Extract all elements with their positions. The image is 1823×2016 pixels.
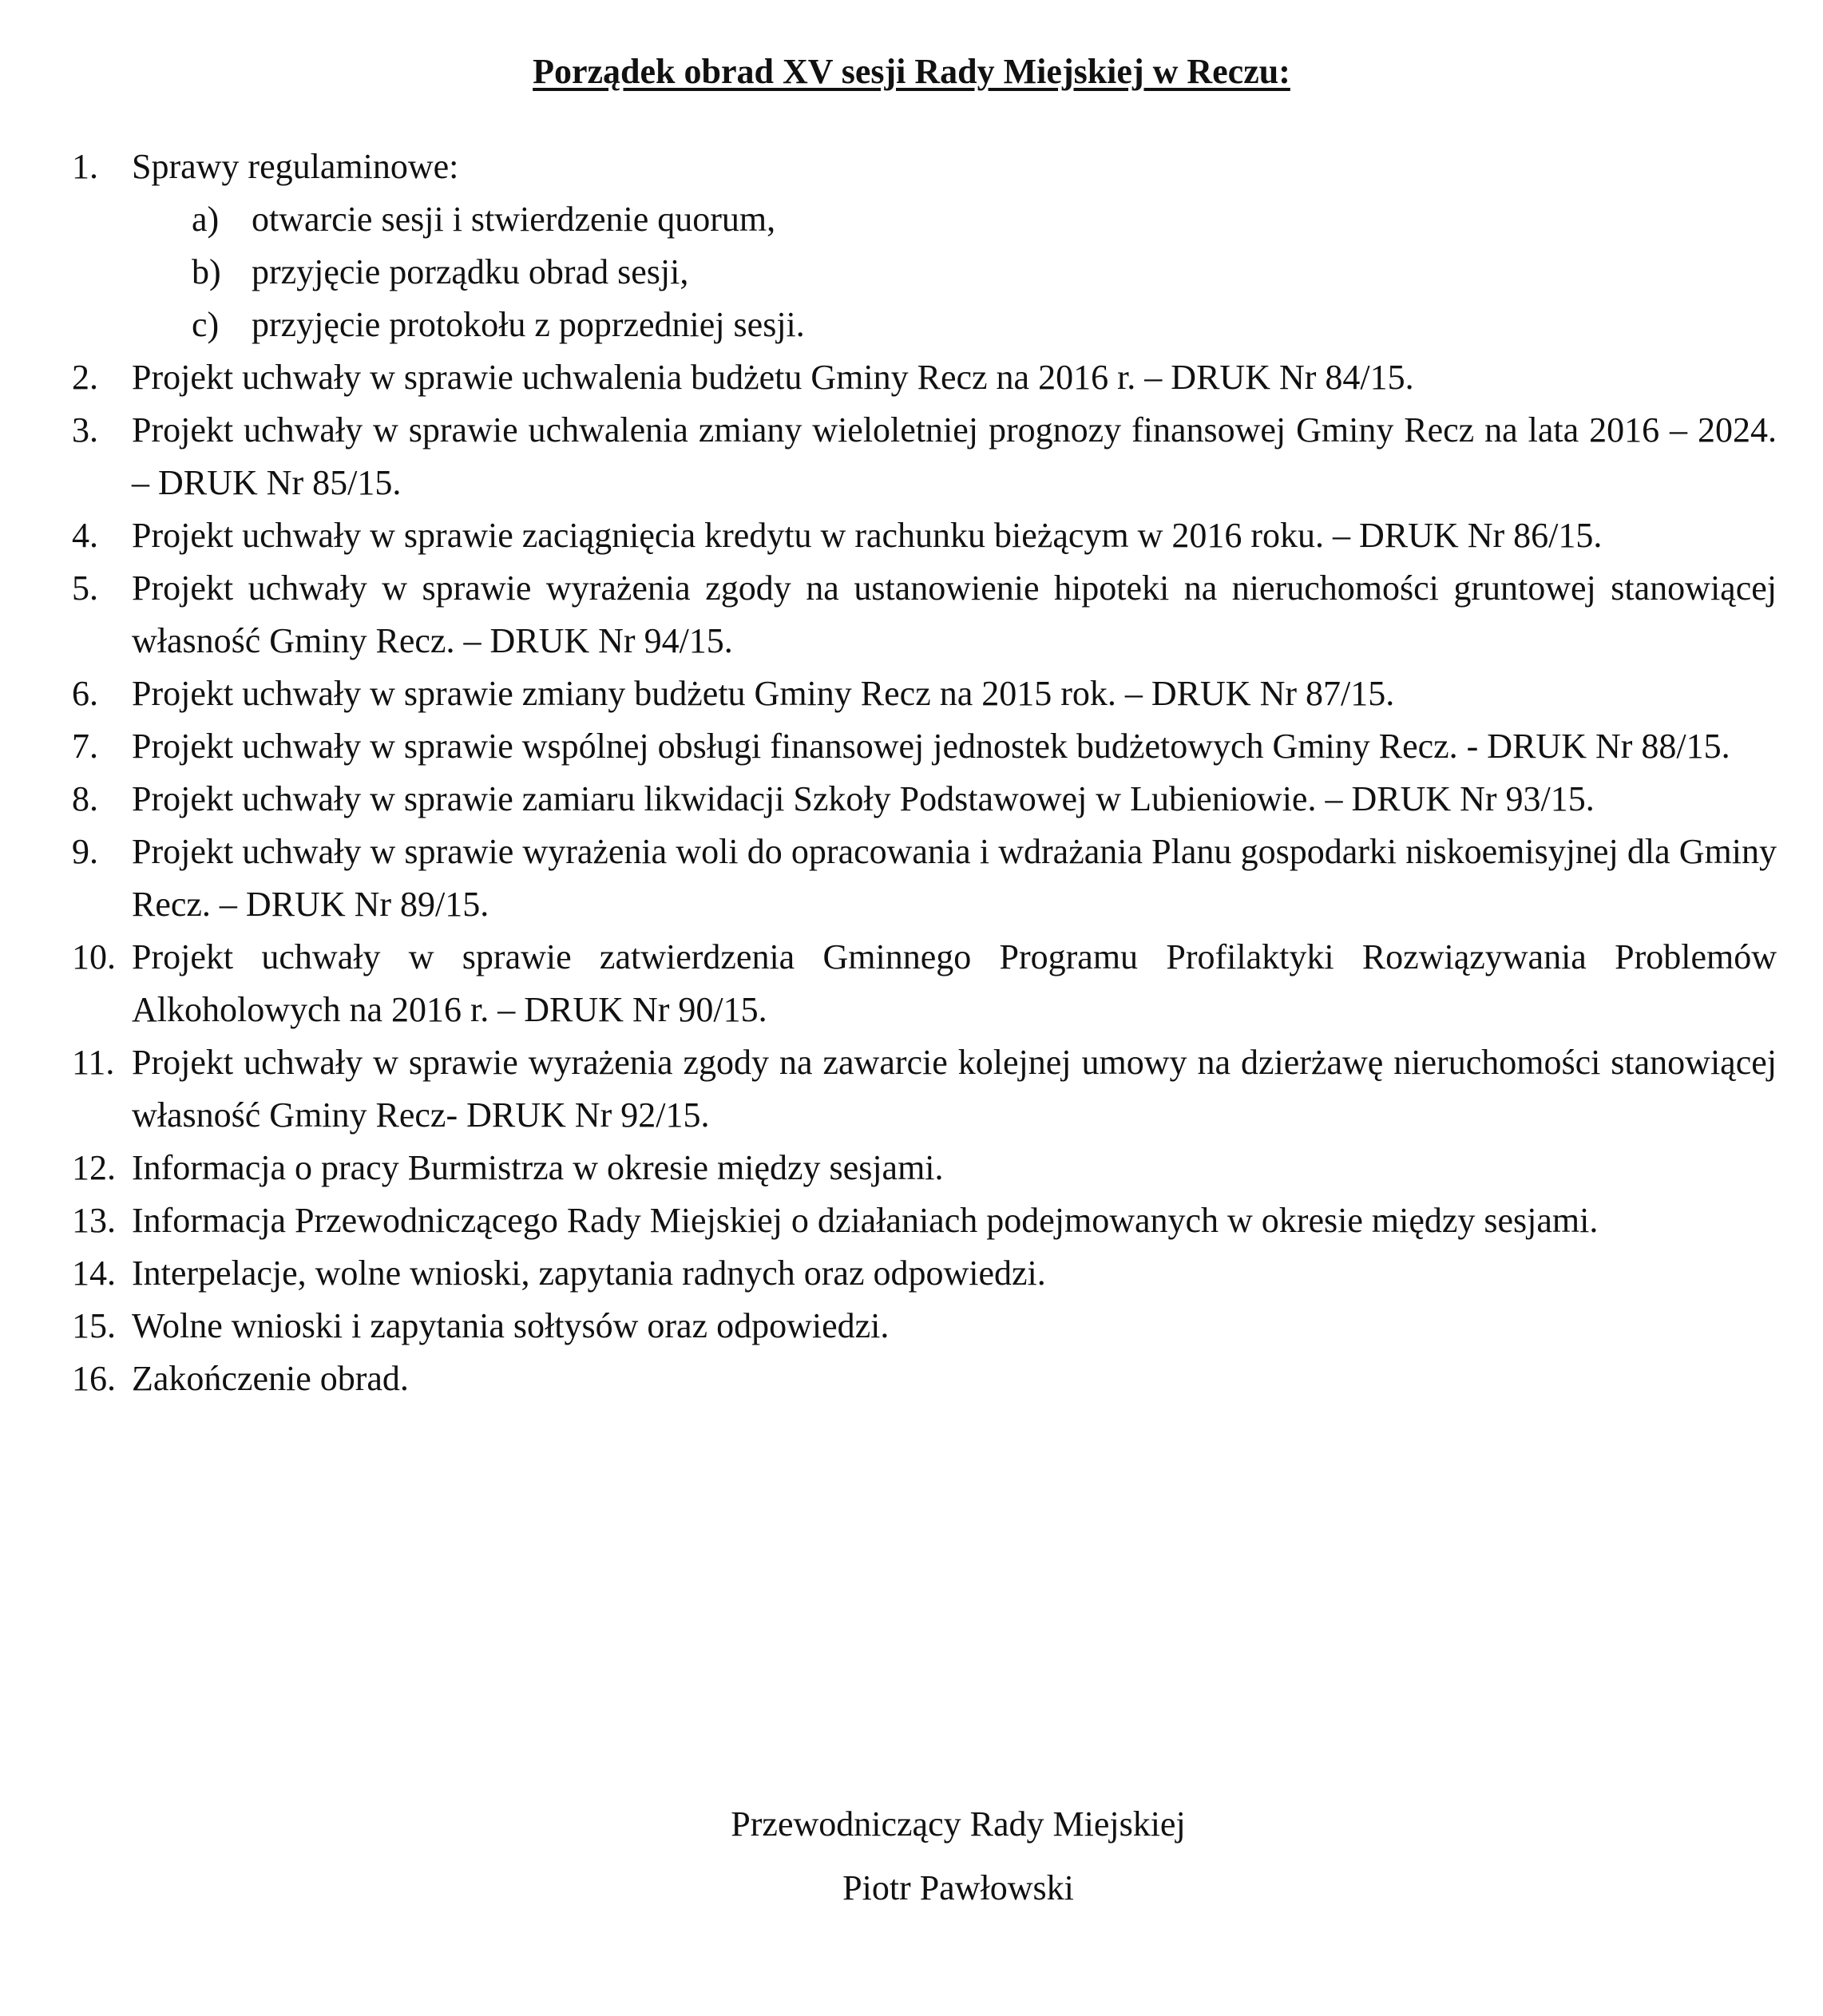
signature-block [719, 1792, 1198, 1920]
agenda-item-text: Projekt uchwały w sprawie zmiany budżetu Gminy Recz na 2015 rok. – DRUK Nr 87/15. [132, 674, 1395, 713]
agenda-item-3 [72, 404, 1777, 509]
subitem-letter: c) [192, 305, 220, 344]
signature-name: Piotr Pawłowski [842, 1868, 1074, 1907]
agenda-subitem-a [192, 193, 1777, 246]
agenda-item-number: 16. [72, 1359, 116, 1398]
agenda-item-14 [72, 1247, 1777, 1300]
subitem-letter: a) [192, 200, 220, 239]
agenda-item-number: 1. [72, 147, 98, 186]
agenda-item-text: Wolne wnioski i zapytania sołtysów oraz odpowiedzi. [132, 1306, 890, 1345]
document-title: Porządek obrad XV sesji Rady Miejskiej w Reczu: [533, 52, 1290, 91]
agenda-item-number: 11. [72, 1043, 115, 1082]
agenda-item-text: Informacja o pracy Burmistrza w okresie między sesjami. [132, 1148, 944, 1187]
agenda-item-12 [72, 1142, 1777, 1194]
agenda-subitem-c [192, 299, 1777, 351]
subitem-letter: b) [192, 252, 221, 291]
agenda-item-2 [72, 351, 1777, 404]
agenda-item-number: 5. [72, 568, 98, 608]
agenda-item-text: Projekt uchwały w sprawie wyrażenia zgody na ustanowienie hipoteki na nieruchomości gruntowej stanowiącej własność Gminy Recz. – DRUK Nr 94/15. [132, 568, 1777, 660]
signature-role: Przewodniczący Rady Miejskiej [731, 1804, 1186, 1844]
agenda-item-text: Projekt uchwały w sprawie wyrażenia woli do opracowania i wdrażania Planu gospodarki niskoemisyjnej dla Gminy Recz. – DRUK Nr 89/15. [132, 832, 1777, 924]
agenda-item-text: Projekt uchwały w sprawie zaciągnięcia kredytu w rachunku bieżącym w 2016 roku. – DRUK Nr 86/15. [132, 516, 1603, 555]
agenda-item-5 [72, 562, 1777, 667]
agenda-item-text: Projekt uchwały w sprawie uchwalenia budżetu Gminy Recz na 2016 r. – DRUK Nr 84/15. [132, 358, 1414, 397]
agenda-item-text: Projekt uchwały w sprawie wspólnej obsługi finansowej jednostek budżetowych Gminy Recz. - DRUK Nr 88/15. [132, 727, 1730, 766]
agenda-item-number: 9. [72, 832, 98, 871]
subitem-text: przyjęcie porządku obrad sesji, [252, 252, 689, 291]
agenda-item-10 [72, 931, 1777, 1036]
agenda-item-number: 4. [72, 516, 98, 555]
agenda-item-text: Sprawy regulaminowe: [132, 147, 459, 186]
agenda-item-6 [72, 667, 1777, 720]
agenda-item-13 [72, 1194, 1777, 1247]
agenda-item-4 [72, 509, 1777, 562]
agenda-item-number: 8. [72, 779, 98, 818]
agenda-item-number: 10. [72, 937, 116, 976]
agenda-item-1 [72, 141, 1777, 351]
agenda-item-text: Zakończenie obrad. [132, 1359, 409, 1398]
agenda-item-text: Projekt uchwały w sprawie zatwierdzenia Gminnego Programu Profilaktyki Rozwiązywania Problemów Alkoholowych na 2016 r. – DRUK Nr 90/15. [132, 937, 1777, 1029]
subitem-text: otwarcie sesji i stwierdzenie quorum, [252, 200, 776, 239]
agenda-item-number: 6. [72, 674, 98, 713]
agenda-item-number: 3. [72, 410, 98, 450]
agenda-item-9 [72, 826, 1777, 931]
agenda-item-text: Interpelacje, wolne wnioski, zapytania radnych oraz odpowiedzi. [132, 1254, 1046, 1293]
agenda-item-number: 7. [72, 727, 98, 766]
agenda-item-8 [72, 773, 1777, 826]
agenda-item-number: 2. [72, 358, 98, 397]
agenda-list [72, 141, 1777, 1405]
agenda-item-number: 15. [72, 1306, 116, 1345]
agenda-item-15 [72, 1300, 1777, 1353]
agenda-item-11 [72, 1036, 1777, 1142]
agenda-item-text: Projekt uchwały w sprawie zamiaru likwidacji Szkoły Podstawowej w Lubieniowie. – DRUK Nr 93/15. [132, 779, 1595, 818]
agenda-item-number: 14. [72, 1254, 116, 1293]
agenda-subitem-b [192, 246, 1777, 299]
agenda-item-7 [72, 720, 1777, 773]
agenda-item-16 [72, 1353, 1777, 1405]
agenda-sublist [132, 193, 1777, 351]
agenda-item-text: Projekt uchwały w sprawie wyrażenia zgody na zawarcie kolejnej umowy na dzierżawę nieruchomości stanowiącej własność Gminy Recz- DRUK Nr 92/15. [132, 1043, 1777, 1135]
subitem-text: przyjęcie protokołu z poprzedniej sesji. [252, 305, 805, 344]
agenda-item-number: 13. [72, 1201, 116, 1240]
agenda-item-text: Informacja Przewodniczącego Rady Miejskiej o działaniach podejmowanych w okresie między sesjami. [132, 1201, 1599, 1240]
agenda-item-text: Projekt uchwały w sprawie uchwalenia zmiany wieloletniej prognozy finansowej Gminy Recz na lata 2016 – 2024. – DRUK Nr 85/15. [132, 410, 1777, 502]
agenda-item-number: 12. [72, 1148, 116, 1187]
